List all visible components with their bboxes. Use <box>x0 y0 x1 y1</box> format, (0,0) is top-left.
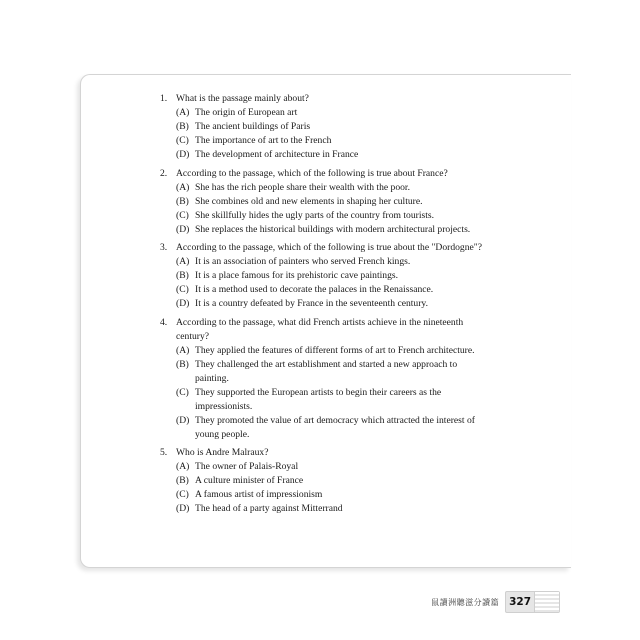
page-tab-stripes <box>534 592 559 612</box>
option-list <box>160 460 490 516</box>
option-text: The development of architecture in France <box>195 149 359 160</box>
option-text: They challenged the art establishment and started a new approach to painting. <box>195 358 458 384</box>
option-b <box>176 269 490 283</box>
option-d <box>176 297 490 311</box>
option-text: The head of a party against Mitterrand <box>195 503 343 514</box>
option-text: She replaces the historical buildings with modern architectural projects. <box>195 223 471 235</box>
option-list <box>160 344 490 442</box>
question-text: According to the passage, which of the following is true about the "Dordogne"? <box>176 242 482 253</box>
option-text: They supported the European artists to begin their careers as the impressionists. <box>195 386 442 412</box>
question-3 <box>160 241 490 311</box>
option-list <box>160 106 490 162</box>
question-2 <box>160 167 490 237</box>
question-text: What is the passage mainly about? <box>176 93 309 104</box>
question-list <box>160 92 490 521</box>
book-title: 鼠讀洲聽滋分讀篇 <box>431 597 500 607</box>
option-a <box>176 255 490 269</box>
option-a <box>176 181 490 195</box>
option-d <box>176 414 490 442</box>
option-list <box>160 181 490 237</box>
option-label: (C) <box>176 386 189 398</box>
option-label: (C) <box>176 135 189 146</box>
option-label: (A) <box>176 344 190 356</box>
question-number: 5. <box>160 447 168 458</box>
option-d <box>176 223 490 237</box>
question-number: 4. <box>160 316 168 328</box>
option-label: (D) <box>176 223 190 235</box>
option-label: (A) <box>176 256 190 267</box>
option-label: (A) <box>176 107 190 118</box>
option-c <box>176 283 490 297</box>
option-a <box>176 106 490 120</box>
option-text: She combines old and new elements in shaping her culture. <box>195 195 423 207</box>
question-text: Who is Andre Malraux? <box>176 447 269 458</box>
option-text: She has the rich people share their wealth with the poor. <box>195 181 410 193</box>
option-label: (C) <box>176 284 189 295</box>
option-c <box>176 386 490 414</box>
option-label: (C) <box>176 209 189 221</box>
option-d <box>176 148 490 162</box>
option-b <box>176 474 490 488</box>
question-number: 3. <box>160 242 168 253</box>
option-text: They applied the features of different forms of art to French architecture. <box>195 344 475 356</box>
option-label: (B) <box>176 195 189 207</box>
option-c <box>176 134 490 148</box>
option-b <box>176 195 490 209</box>
page-footer <box>431 591 560 613</box>
question-5 <box>160 446 490 516</box>
option-text: A culture minister of France <box>195 475 304 486</box>
option-label: (D) <box>176 149 190 160</box>
option-label: (B) <box>176 270 189 281</box>
option-a <box>176 344 490 358</box>
question-text: According to the passage, what did French artists achieve in the nineteenth century? <box>176 316 464 342</box>
option-text: It is a country defeated by France in the seventeenth century. <box>195 298 428 309</box>
option-label: (D) <box>176 298 190 309</box>
option-label: (B) <box>176 475 189 486</box>
option-text: She skillfully hides the ugly parts of the country from tourists. <box>195 209 435 221</box>
option-label: (B) <box>176 358 189 370</box>
page-number: 327 <box>509 596 531 608</box>
option-label: (A) <box>176 461 190 472</box>
option-list <box>160 255 490 311</box>
question-4 <box>160 316 490 442</box>
page-number-box <box>505 591 560 613</box>
option-label: (B) <box>176 121 189 132</box>
option-label: (C) <box>176 489 189 500</box>
question-text: According to the passage, which of the following is true about France? <box>176 167 448 179</box>
option-text: The ancient buildings of Paris <box>195 121 311 132</box>
option-label: (D) <box>176 503 190 514</box>
option-text: It is a place famous for its prehistoric cave paintings. <box>195 270 399 281</box>
option-a <box>176 460 490 474</box>
option-text: A famous artist of impressionism <box>195 489 323 500</box>
question-number: 1. <box>160 93 168 104</box>
option-label: (D) <box>176 414 190 426</box>
option-d <box>176 502 490 516</box>
option-text: The owner of Palais-Royal <box>195 461 299 472</box>
option-text: It is an association of painters who served French kings. <box>195 256 411 267</box>
question-1 <box>160 92 490 162</box>
option-b <box>176 120 490 134</box>
option-label: (A) <box>176 181 190 193</box>
option-b <box>176 358 490 386</box>
option-text: It is a method used to decorate the palaces in the Renaissance. <box>195 284 434 295</box>
option-text: They promoted the value of art democracy which attracted the interest of young people. <box>195 414 475 440</box>
option-text: The importance of art to the French <box>195 135 332 146</box>
question-number: 2. <box>160 167 168 179</box>
option-c <box>176 488 490 502</box>
option-text: The origin of European art <box>195 107 298 118</box>
option-c <box>176 209 490 223</box>
